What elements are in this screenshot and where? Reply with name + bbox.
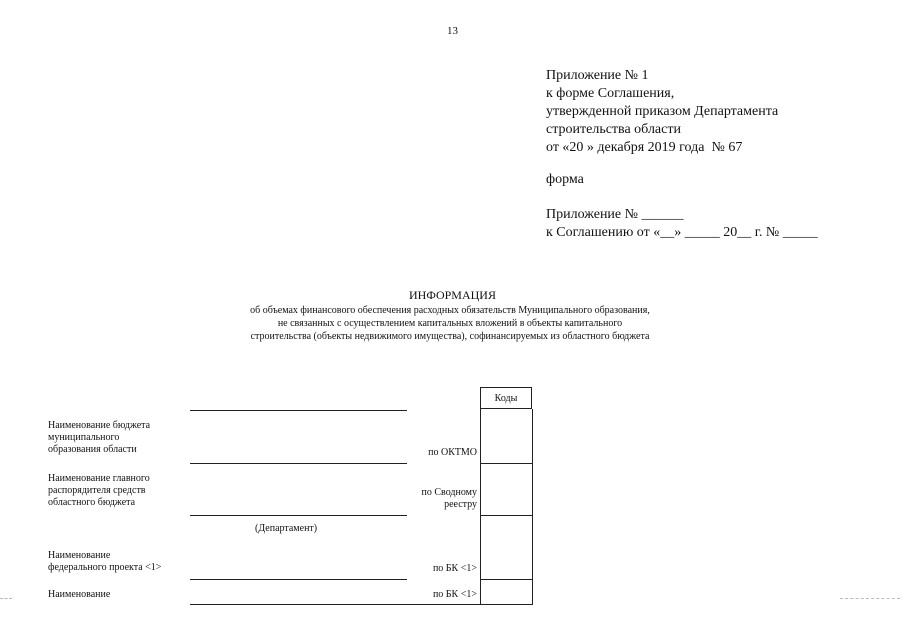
- field-line-name: [190, 604, 480, 605]
- field-line-budget: [190, 463, 407, 464]
- row-label-distributor: Наименование главного распорядителя средств областного бюджета: [48, 473, 150, 508]
- code-label-oktmo: по ОКТМО: [428, 447, 477, 458]
- code-label-bk: по БК <1>: [432, 563, 477, 574]
- row-label-federal-project: Наименование федерального проекта <1>: [48, 550, 162, 573]
- codes-left-border: [480, 409, 481, 605]
- code-label-bk-2: по БК <1>: [432, 589, 477, 600]
- appendix-line: утвержденной приказом Департамента: [546, 104, 779, 119]
- agreement-line: к Соглашению от «__» _____ 20__ г. № _____: [546, 225, 818, 240]
- department-label: (Департамент): [255, 523, 318, 534]
- appendix-line: строительства области: [546, 122, 681, 137]
- appendix-line: от «20 » декабря 2019 года № 67: [546, 140, 743, 155]
- codes-row-divider: [480, 515, 533, 516]
- agreement-appendix: [546, 206, 818, 242]
- appendix-line: к форме Соглашения,: [546, 86, 675, 101]
- field-line-federal-project: [190, 579, 407, 580]
- field-line-distributor: [190, 515, 407, 516]
- appendix-header: [546, 67, 778, 157]
- code-label-registry: по Сводному реестру: [421, 487, 477, 510]
- scan-artifact: [840, 598, 900, 599]
- agreement-line: Приложение № ______: [546, 207, 684, 222]
- field-line-top: [190, 410, 407, 411]
- forma-label: форма: [546, 172, 584, 187]
- codes-row-divider: [480, 579, 533, 580]
- scan-artifact: [0, 598, 12, 599]
- row-label-budget: Наименование бюджета муниципального образования области: [48, 420, 151, 455]
- appendix-line: Приложение № 1: [546, 68, 649, 83]
- page-number: 13: [447, 25, 458, 37]
- codes-header: Коды: [480, 387, 532, 409]
- document-title: ИНФОРМАЦИЯ: [409, 288, 496, 302]
- row-label-name: Наименование: [48, 589, 111, 600]
- codes-right-border: [532, 409, 533, 605]
- document-subtitle: об объемах финансового обеспечения расходных обязательств Муниципального образования, не связанных с осуществлением капитальных вложений в объекты капитального строительства (объекты недвижимого имущества), софинансируемых из областного бюджета: [250, 305, 650, 342]
- codes-row-divider: [480, 604, 533, 605]
- codes-row-divider: [480, 463, 533, 464]
